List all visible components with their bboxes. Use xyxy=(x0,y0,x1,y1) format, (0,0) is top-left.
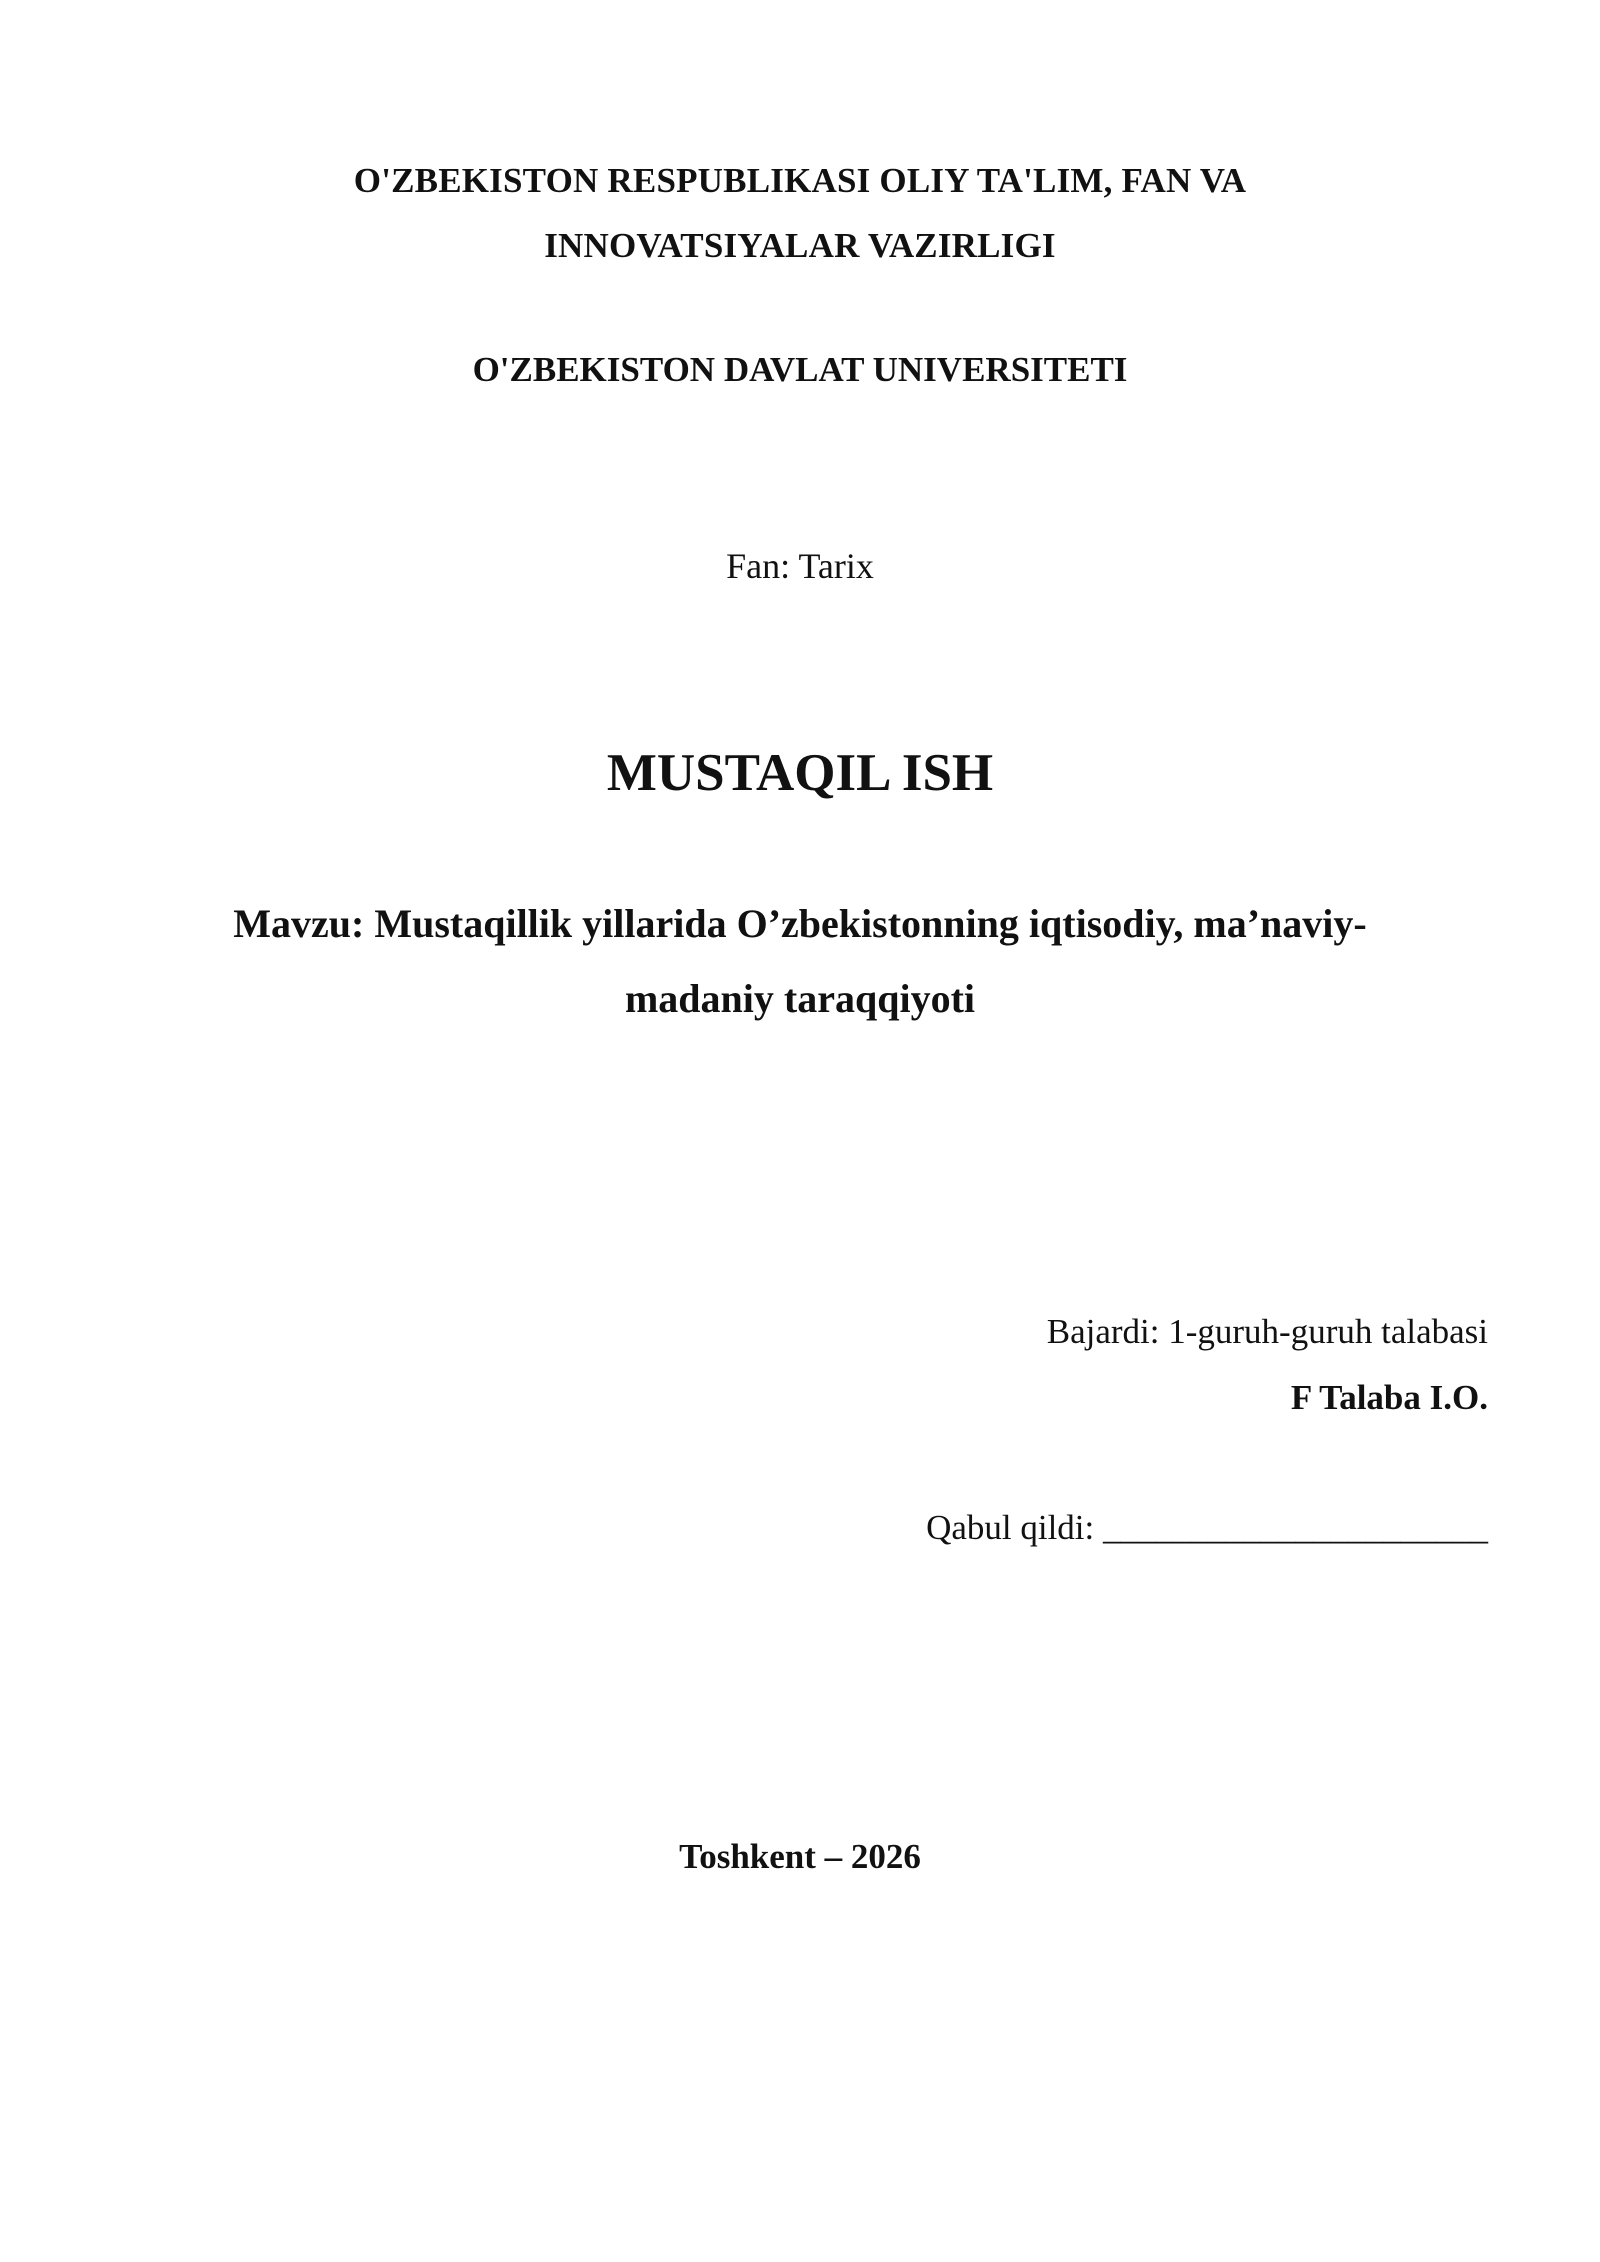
subject-label: Fan: Tarix xyxy=(726,546,874,586)
topic-line-2: madaniy taraqqiyoti xyxy=(624,976,976,1021)
ministry-heading xyxy=(0,148,1600,278)
accepted-by-field: Qabul qildi: ______________________ xyxy=(926,1508,1488,1547)
university-name: O'ZBEKISTON DAVLAT UNIVERSITETI xyxy=(472,350,1128,389)
ministry-line-2: INNOVATSIYALAR VAZIRLIGI xyxy=(544,226,1056,265)
performed-by: Bajardi: 1-guruh-guruh talabasi xyxy=(1046,1312,1488,1351)
city-year: Toshkent – 2026 xyxy=(679,1837,921,1876)
student-name: F Talaba I.O. xyxy=(1290,1378,1488,1417)
topic-heading xyxy=(0,886,1600,1036)
topic-line-1: Mavzu: Mustaqillik yillarida O’zbekistonning iqtisodiy, ma’naviy- xyxy=(233,901,1367,946)
ministry-line-1: O'ZBEKISTON RESPUBLIKASI OLIY TA'LIM, FAN VA xyxy=(353,161,1247,200)
work-title: MUSTAQIL ISH xyxy=(606,744,994,802)
